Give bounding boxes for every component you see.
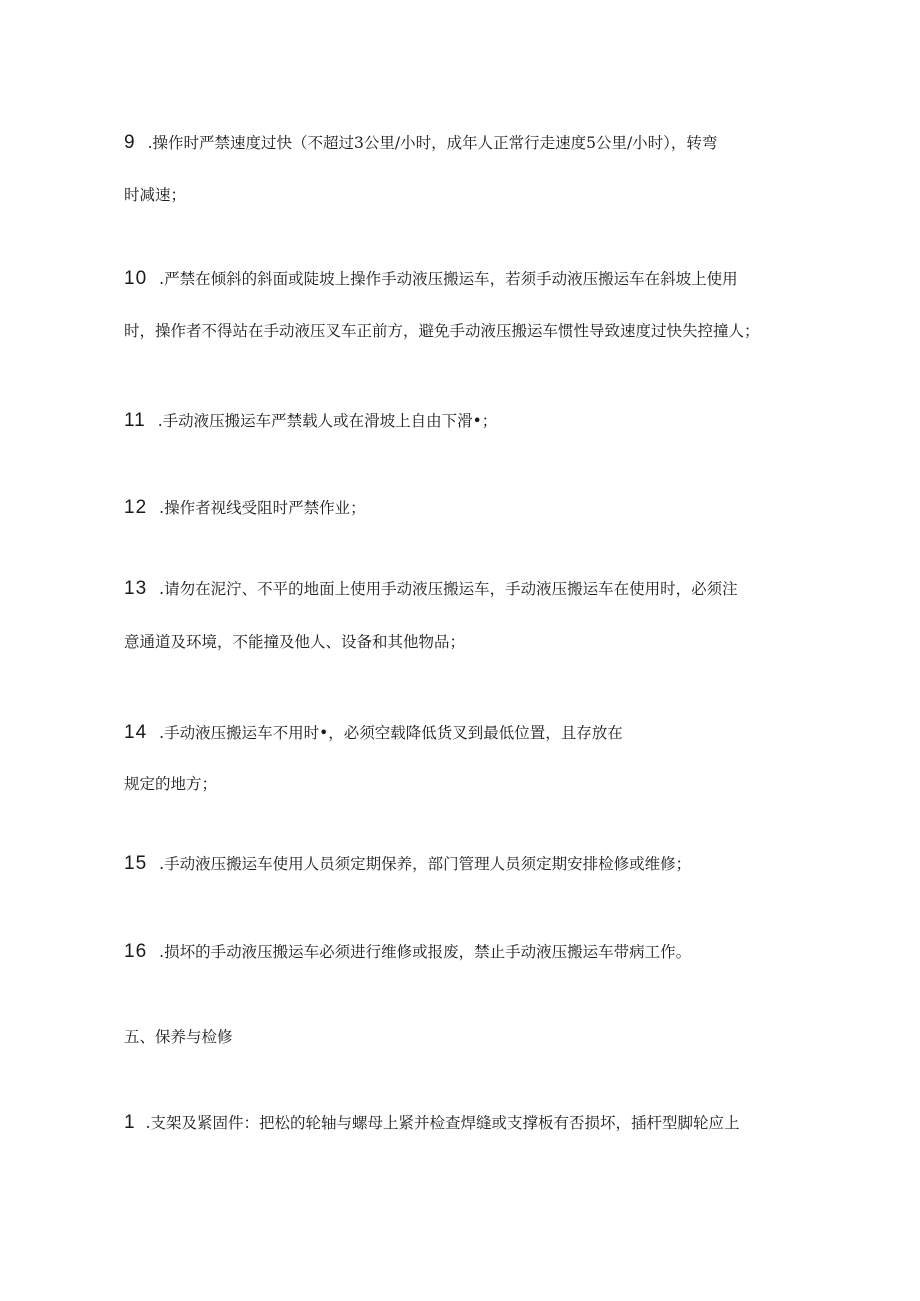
item-text: .手动液压搬运车使用人员须定期保养，部门管理人员须定期安排检修或维修； — [159, 855, 692, 873]
item-number: 10 — [124, 268, 148, 289]
item-number: 13 — [124, 578, 148, 599]
list-item-15 — [124, 853, 691, 875]
item-text: .严禁在倾斜的斜面或陡坡上操作手动液压搬运车，若须手动液压搬运车在斜坡上使用 — [159, 270, 738, 288]
list-item-13-continuation: 意通道及环境，不能撞及他人、设备和其他物品； — [124, 633, 466, 651]
item-text: .操作时严禁速度过快（不超过3公里/小时，成年人正常行走速度5公里/小时），转弯 — [147, 134, 718, 152]
item-number: 11 — [124, 410, 146, 431]
item-text: .操作者视线受阻时严禁作业； — [159, 499, 366, 517]
item-text: .支架及紧固件：把松的轮轴与螺母上紧并检查焊缝或支撑板有否损坏，插杆型脚轮应上 — [145, 1114, 740, 1132]
list-item-14 — [124, 722, 623, 744]
item-number: 9 — [124, 132, 136, 153]
list-item-11 — [124, 410, 497, 432]
list-item-12 — [124, 497, 366, 519]
list-item-9-continuation: 时减速； — [124, 186, 187, 204]
item-text: .手动液压搬运车不用时•，必须空载降低货叉到最低位置，且存放在 — [159, 724, 623, 742]
section-heading: 五、保养与检修 — [124, 1028, 233, 1046]
item-text: .损坏的手动液压搬运车必须进行维修或报废，禁止手动液压搬运车带病工作。 — [159, 943, 692, 961]
item-number: 1 — [124, 1112, 136, 1133]
list-item-10-continuation: 时，操作者不得站在手动液压叉车正前方，避免手动液压搬运车惯性导致速度过快失控撞人； — [124, 322, 760, 340]
item-number: 12 — [124, 497, 148, 518]
maintenance-item-1 — [124, 1112, 740, 1134]
list-item-9 — [124, 132, 717, 154]
list-item-13 — [124, 578, 738, 600]
item-text: .手动液压搬运车严禁载人或在滑坡上自由下滑•； — [157, 412, 498, 430]
item-number: 15 — [124, 853, 148, 874]
list-item-14-continuation: 规定的地方； — [124, 775, 218, 793]
item-number: 16 — [124, 941, 148, 962]
list-item-10 — [124, 268, 738, 290]
list-item-16 — [124, 941, 691, 963]
item-number: 14 — [124, 722, 148, 743]
item-text: .请勿在泥泞、不平的地面上使用手动液压搬运车，手动液压搬运车在使用时，必须注 — [159, 580, 738, 598]
